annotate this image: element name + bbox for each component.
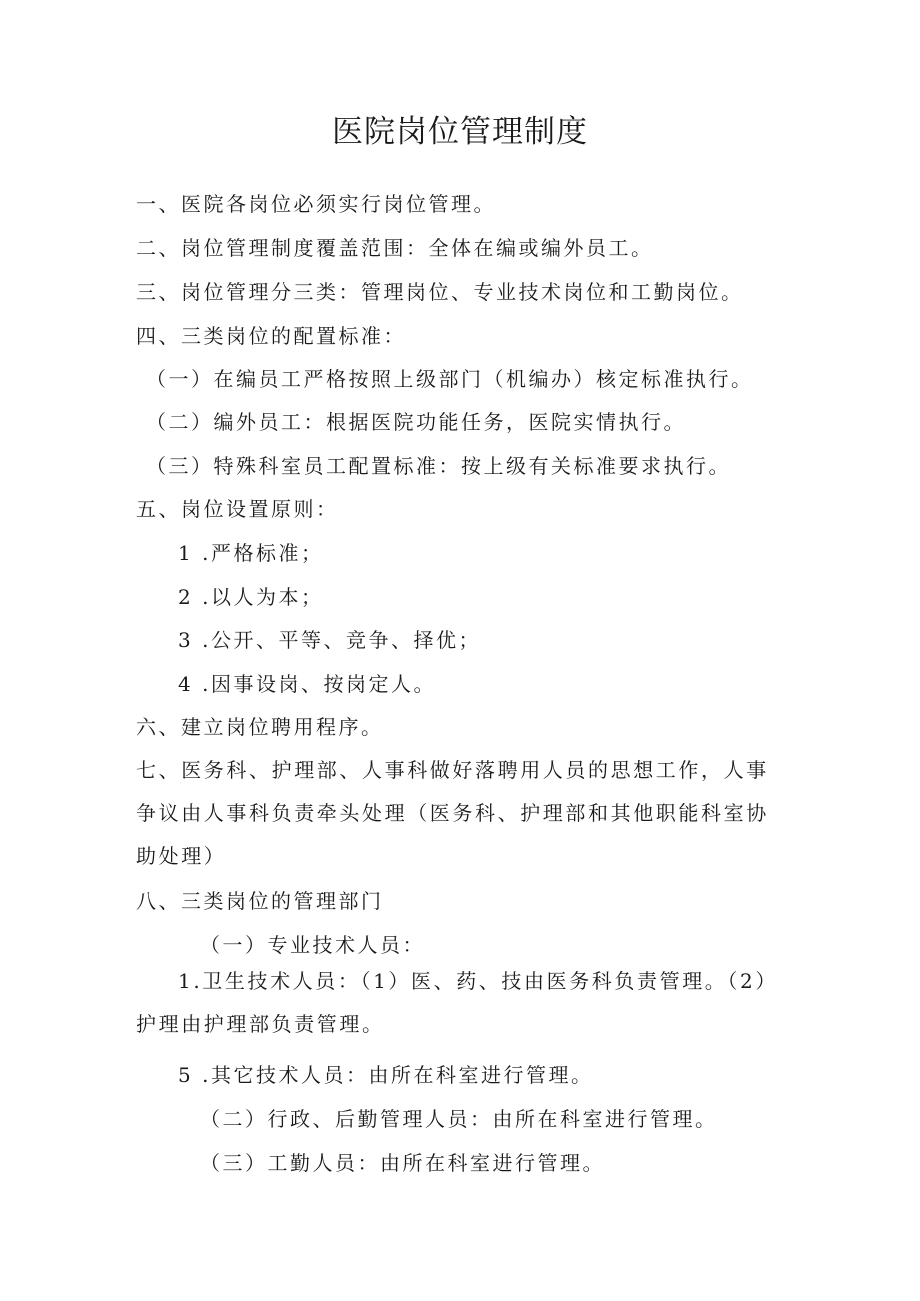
clause-8-1: （一）专业技术人员： <box>200 933 425 957</box>
clause-1: 一、医院各岗位必须实行岗位管理。 <box>136 192 496 216</box>
principle-2: 2 .以人为本； <box>178 585 324 609</box>
clause-2: 二、岗位管理制度覆盖范围：全体在编或编外员工。 <box>136 236 654 260</box>
principle-4: 4 .因事设岗、按岗定人。 <box>178 672 436 696</box>
clause-4-1: （一）在编员工严格按照上级部门（机编办）核定标准执行。 <box>146 367 754 391</box>
clause-8-1-5: 5 .其它技术人员：由所在科室进行管理。 <box>178 1063 594 1087</box>
clause-7: 七、医务科、护理部、人事科做好落聘用人员的思想工作，人事争议由人事科负责牵头处理（医务科、护理部和其他职能科室协助处理） <box>136 758 769 868</box>
clause-5: 五、岗位设置原则： <box>136 497 339 521</box>
clause-6: 六、建立岗位聘用程序。 <box>136 715 384 739</box>
clause-4-3: （三）特殊科室员工配置标准：按上级有关标准要求执行。 <box>146 454 731 478</box>
clause-8-3: （三）工勤人员：由所在科室进行管理。 <box>200 1151 605 1175</box>
clause-4-2: （二）编外员工：根据医院功能任务，医院实情执行。 <box>146 410 686 434</box>
clause-8-1-1: 1.卫生技术人员：（1）医、药、技由医务科负责管理。（2）护理由护理部负责管理。 <box>136 969 778 1036</box>
clause-3: 三、岗位管理分三类：管理岗位、专业技术岗位和工勤岗位。 <box>136 280 744 304</box>
clause-4: 四、三类岗位的配置标准： <box>136 324 406 348</box>
principle-1: 1 .严格标准； <box>178 541 324 565</box>
principle-3: 3 .公开、平等、竞争、择优； <box>178 628 481 652</box>
document-title: 医院岗位管理制度 <box>332 114 588 150</box>
clause-8: 八、三类岗位的管理部门 <box>136 889 384 913</box>
clause-8-2: （二）行政、后勤管理人员：由所在科室进行管理。 <box>200 1107 718 1131</box>
